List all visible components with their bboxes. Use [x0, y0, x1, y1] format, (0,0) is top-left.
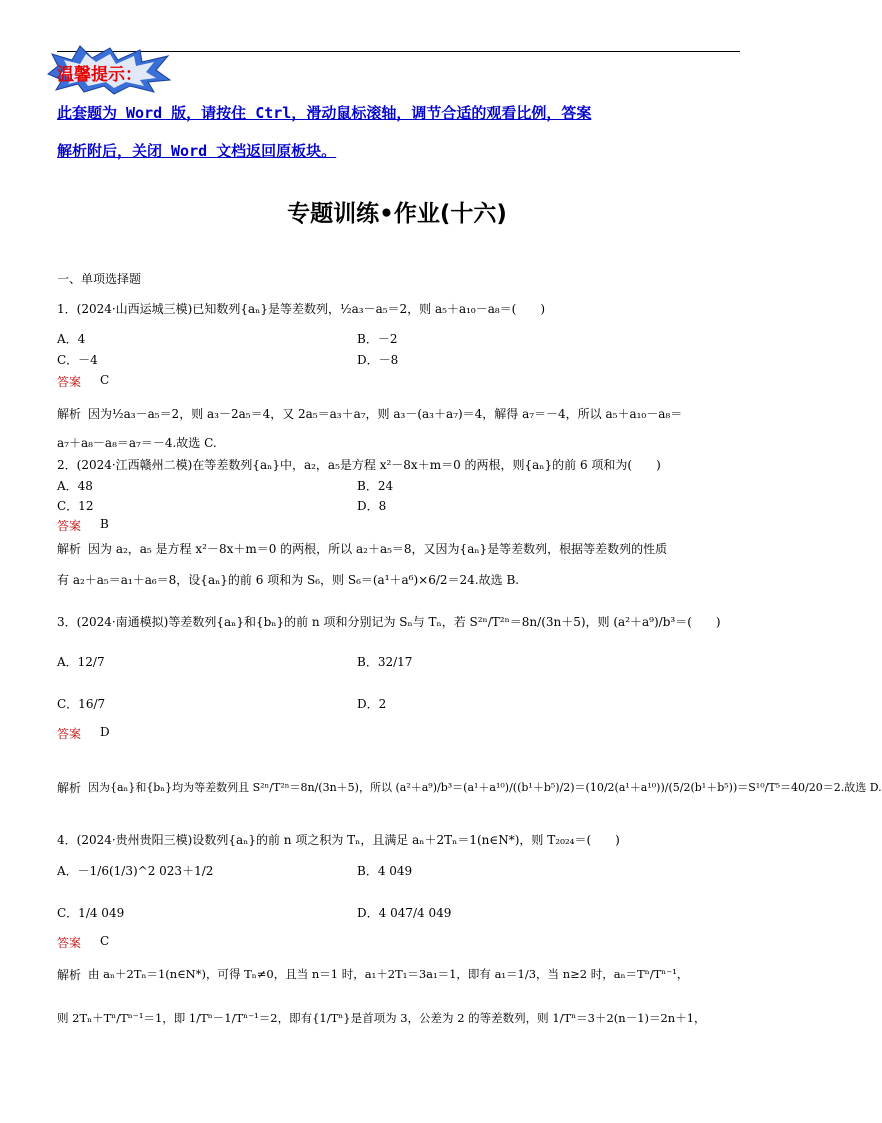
question-4-option-b: B．4 049	[357, 864, 413, 878]
question-3-option-c: C．16/7	[57, 697, 106, 711]
question-1-option-a: A．4	[57, 332, 86, 346]
question-4-analysis-line-2: 则 2Tₙ＋Tⁿ/Tⁿ⁻¹＝1，即 1/Tⁿ－1/Tⁿ⁻¹＝2，即有{1/Tⁿ}是首项为 3，公差为 2 的等差数列，则 1/Tⁿ＝3＋2(n－1)＝2n＋1，	[57, 1011, 706, 1025]
question-2-option-d: D．8	[357, 499, 387, 513]
question-1-answer: C	[100, 373, 110, 387]
question-1-answer-label: 答案	[57, 375, 82, 389]
question-1-option-b: B．－2	[357, 332, 398, 346]
question-3-analysis: 因为{aₙ}和{bₙ}均为等差数列且 S²ⁿ/T²ⁿ＝8n/(3n＋5)，所以 (a²＋a⁹)/b³＝(a¹＋a¹⁰)/((b¹＋b⁵)/2)＝(10/2(a¹＋a¹⁰))/(5/2(b¹＋b⁵))＝S¹⁰/T⁵＝40/20＝2.故选 D.	[88, 781, 882, 794]
question-4-analysis-line-1: 由 aₙ＋2Tₙ＝1(n∈N*)，可得 Tₙ≠0，且当 n＝1 时，a₁＋2T₁＝3a₁＝1，即有 a₁＝1/3，当 n≥2 时，aₙ＝Tⁿ/Tⁿ⁻¹，	[88, 967, 689, 981]
question-2-answer-label: 答案	[57, 519, 82, 533]
question-1-option-d: D．－8	[357, 353, 399, 367]
question-3-option-d: D．2	[357, 697, 387, 711]
question-2-analysis-line-1: 因为 a₂，a₅ 是方程 x²－8x＋m＝0 的两根，所以 a₂＋a₅＝8，又因为{aₙ}是等差数列，根据等差数列的性质	[88, 542, 668, 556]
question-2-option-b: B．24	[357, 479, 394, 493]
question-1-analysis-line-2: a₇＋a₈－a₈＝a₇＝－4.故选 C.	[57, 436, 217, 450]
question-4-option-a: A．－1/6(1/3)^2 023＋1/2	[57, 864, 214, 878]
question-4-option-d: D．4 047/4 049	[357, 906, 452, 920]
question-4-answer-label: 答案	[57, 936, 82, 950]
question-3-answer-label: 答案	[57, 727, 82, 741]
question-3-option-b: B．32/17	[357, 655, 413, 669]
question-4-answer: C	[100, 934, 110, 948]
question-2-answer: B	[100, 517, 109, 531]
question-2-option-c: C．12	[57, 499, 94, 513]
question-3-answer: D	[100, 725, 110, 739]
question-4-stem: 4．(2024·贵州贵阳三模)设数列{aₙ}的前 n 项之积为 Tₙ，且满足 aₙ＋2Tₙ＝1(n∈N*)，则 T₂₀₂₄＝( )	[57, 833, 620, 847]
question-2-option-a: A．48	[57, 479, 93, 493]
page-title: 专题训练•作业(十六)	[287, 201, 507, 227]
question-3-analysis-label: 解析	[57, 781, 82, 795]
notice-line-1: 此套题为 Word 版，请按住 Ctrl，滑动鼠标滚轴，调节合适的观看比例，答案	[57, 104, 592, 122]
notice-line-2: 解析附后，关闭 Word 文档返回原板块。	[57, 142, 337, 160]
question-4-option-c: C．1/4 049	[57, 906, 125, 920]
question-3-option-a: A．12/7	[57, 655, 105, 669]
question-1-stem: 1．(2024·山西运城三模)已知数列{aₙ}是等差数列，½a₃－a₅＝2，则 a₅＋a₁₀－a₈＝( )	[57, 302, 546, 316]
question-4-analysis-label: 解析	[57, 968, 82, 982]
question-2-analysis-label: 解析	[57, 542, 82, 556]
question-1-option-c: C．－4	[57, 353, 98, 367]
section-heading: 一、单项选择题	[57, 272, 142, 286]
question-1-analysis-line-1: 因为½a₃－a₅＝2，则 a₃－2a₅＝4，又 2a₅＝a₃＋a₇，则 a₃－(a₃＋a₇)＝4，解得 a₇＝－4，所以 a₅＋a₁₀－a₈＝	[88, 407, 683, 421]
question-3-stem: 3．(2024·南通模拟)等差数列{aₙ}和{bₙ}的前 n 项和分别记为 Sₙ与 Tₙ，若 S²ⁿ/T²ⁿ＝8n/(3n＋5)，则 (a²＋a⁹)/b³＝( )	[57, 615, 721, 629]
tip-label: 温馨提示：	[57, 65, 142, 85]
question-2-analysis-line-2: 有 a₂＋a₅＝a₁＋a₆＝8，设{aₙ}的前 6 项和为 S₆，则 S₆＝(a¹＋a⁶)×6/2＝24.故选 B.	[57, 573, 520, 587]
question-2-stem: 2．(2024·江西赣州二模)在等差数列{aₙ}中，a₂，a₅是方程 x²－8x＋m＝0 的两根，则{aₙ}的前 6 项和为( )	[57, 458, 661, 472]
question-1-analysis-label: 解析	[57, 407, 82, 421]
